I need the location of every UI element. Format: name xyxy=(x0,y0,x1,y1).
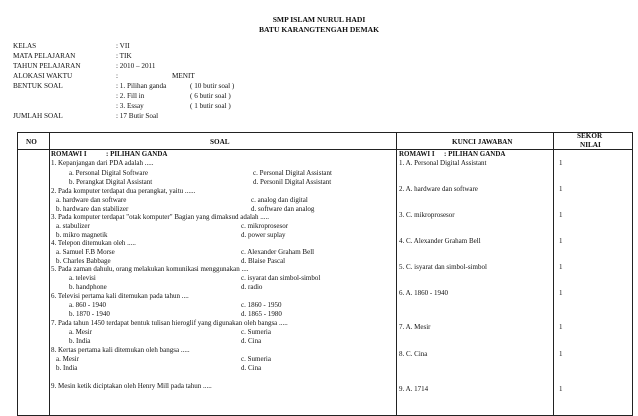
col-divider xyxy=(553,133,554,415)
option-b: b. 1870 - 1940 xyxy=(69,310,110,318)
answer-text: 9. A. 1714 xyxy=(399,385,429,393)
meta-value: : 1. Pilihan ganda xyxy=(116,82,167,90)
option-c: c. mikroprosesor xyxy=(241,222,289,230)
meta-label: TAHUN PELAJARAN xyxy=(13,62,81,70)
option-d: d. radio xyxy=(241,283,263,291)
answer-score: 1 xyxy=(559,350,563,358)
meta-value: : 3. Essay xyxy=(116,102,144,110)
meta-label: ALOKASI WAKTU xyxy=(13,72,73,80)
meta-label: KELAS xyxy=(13,42,37,50)
option-c: c. isyarat dan simbol-simbol xyxy=(241,274,321,282)
answer-text: 7. A. Mesir xyxy=(399,323,431,331)
answer-score: 1 xyxy=(559,185,563,193)
school-location: BATU KARANGTENGAH DEMAK xyxy=(258,25,380,34)
question-text: 6. Televisi pertama kali ditemukan pada tahun .... xyxy=(51,292,189,300)
meta-value: : 2010 – 2011 xyxy=(116,62,156,70)
option-d: d. 1865 - 1980 xyxy=(241,310,282,318)
option-b: b. India xyxy=(56,364,78,372)
meta-value: : TIK xyxy=(116,52,132,60)
answer-score: 1 xyxy=(559,237,563,245)
question-text: 2. Pada komputer terdapat dua perangkat, yaitu ...... xyxy=(51,187,196,195)
meta-value: : 2. Fill in xyxy=(116,92,145,100)
meta-extra: ( 6 butir soal ) xyxy=(190,92,231,100)
answer-text: 4. C. Alexander Graham Bell xyxy=(399,237,481,245)
option-d: d. Personil Digital Assistant xyxy=(253,178,332,186)
meta-label: JUMLAH SOAL xyxy=(13,112,63,120)
header-skor: SEKOR xyxy=(577,132,603,140)
option-a: a. hardware dan software xyxy=(56,196,127,204)
option-d: d. software dan analog xyxy=(251,205,315,213)
col-divider xyxy=(49,133,50,415)
answer-text: 2. A. hardware dan software xyxy=(399,185,478,193)
question-text: 4. Telepon ditemukan oleh ..... xyxy=(51,239,136,247)
option-a: a. Samuel F.B Morse xyxy=(56,248,115,256)
question-text: 3. Pada komputer terdapat "otak komputer" Bagian yang dimaksud adalah ..... xyxy=(51,213,269,221)
option-a: a. stabulizer xyxy=(56,222,90,230)
option-c: c. Sumeria xyxy=(241,355,271,363)
option-c: c. analog dan digital xyxy=(251,196,308,204)
option-c: c. Personal Digital Assistant xyxy=(253,169,332,177)
question-text: 9. Mesin ketik diciptakan oleh Henry Mill pada tahun ..... xyxy=(51,382,212,390)
section-title: ROMAWI I xyxy=(51,150,87,158)
question-table xyxy=(17,132,633,416)
answer-score: 1 xyxy=(559,263,563,271)
question-text: 5. Pada zaman dahulu, orang melakukan komunikasi menggunakan .... xyxy=(51,265,249,273)
option-a: a. Mesir xyxy=(69,328,92,336)
answer-score: 1 xyxy=(559,323,563,331)
header-nilai: NILAI xyxy=(580,141,601,149)
meta-value: : VII xyxy=(116,42,130,50)
meta-label: BENTUK SOAL xyxy=(13,82,63,90)
question-text: 7. Pada tahun 1450 terdapat bentuk tulisan hieroglif yang digunakan oleh bangsa ..... xyxy=(51,319,288,327)
question-text: 1. Kepanjangan dari PDA adalah ..... xyxy=(51,159,154,167)
section-title: ROMAWI I xyxy=(399,150,435,158)
option-b: b. hardware dan stabilizer xyxy=(56,205,129,213)
header-soal: SOAL xyxy=(210,138,230,146)
header-no: NO xyxy=(26,138,37,146)
answer-score: 1 xyxy=(559,211,563,219)
answer-score: 1 xyxy=(559,289,563,297)
option-a: a. Mesir xyxy=(56,355,79,363)
meta-extra: MENIT xyxy=(172,72,195,80)
option-d: d. power suplay xyxy=(241,231,286,239)
option-d: d. Blaise Pascal xyxy=(241,257,286,265)
meta-extra: ( 1 butir soal ) xyxy=(190,102,231,110)
answer-text: 6. A. 1860 - 1940 xyxy=(399,289,448,297)
school-name: SMP ISLAM NURUL HADI xyxy=(272,15,366,24)
option-a: a. Personal Digital Software xyxy=(69,169,148,177)
section-title: : PILIHAN GANDA xyxy=(106,150,168,158)
option-c: c. Sumeria xyxy=(241,328,271,336)
answer-score: 1 xyxy=(559,385,563,393)
answer-score: 1 xyxy=(559,159,563,167)
header-kunci: KUNCI JAWABAN xyxy=(452,138,513,146)
meta-value: : xyxy=(116,72,118,80)
option-c: c. Alexander Graham Bell xyxy=(241,248,315,256)
option-d: d. Cina xyxy=(241,364,262,372)
option-b: b. India xyxy=(69,337,91,345)
option-b: b. Charles Babbage xyxy=(56,257,111,265)
option-a: a. televisi xyxy=(69,274,96,282)
option-c: c. 1860 - 1950 xyxy=(241,301,282,309)
option-a: a. 860 - 1940 xyxy=(69,301,106,309)
answer-text: 5. C. isyarat dan simbol-simbol xyxy=(399,263,487,271)
meta-extra: ( 10 butir soal ) xyxy=(190,82,235,90)
option-b: b. mikro magnetik xyxy=(56,231,108,239)
answer-text: 1. A. Personal Digital Assistant xyxy=(399,159,487,167)
meta-value: : 17 Butir Soal xyxy=(116,112,159,120)
option-b: b. handphone xyxy=(69,283,107,291)
question-text: 8. Kertas pertama kali ditemukan oleh bangsa ..... xyxy=(51,346,190,354)
meta-label: MATA PELAJARAN xyxy=(13,52,76,60)
answer-text: 3. C. mikroprosesor xyxy=(399,211,455,219)
option-b: b. Perangkat Digital Assistant xyxy=(69,178,153,186)
col-divider xyxy=(396,133,397,415)
answer-text: 8. C. Cina xyxy=(399,350,428,358)
option-d: d. Cina xyxy=(241,337,262,345)
section-title: : PILIHAN GANDA xyxy=(444,150,506,158)
